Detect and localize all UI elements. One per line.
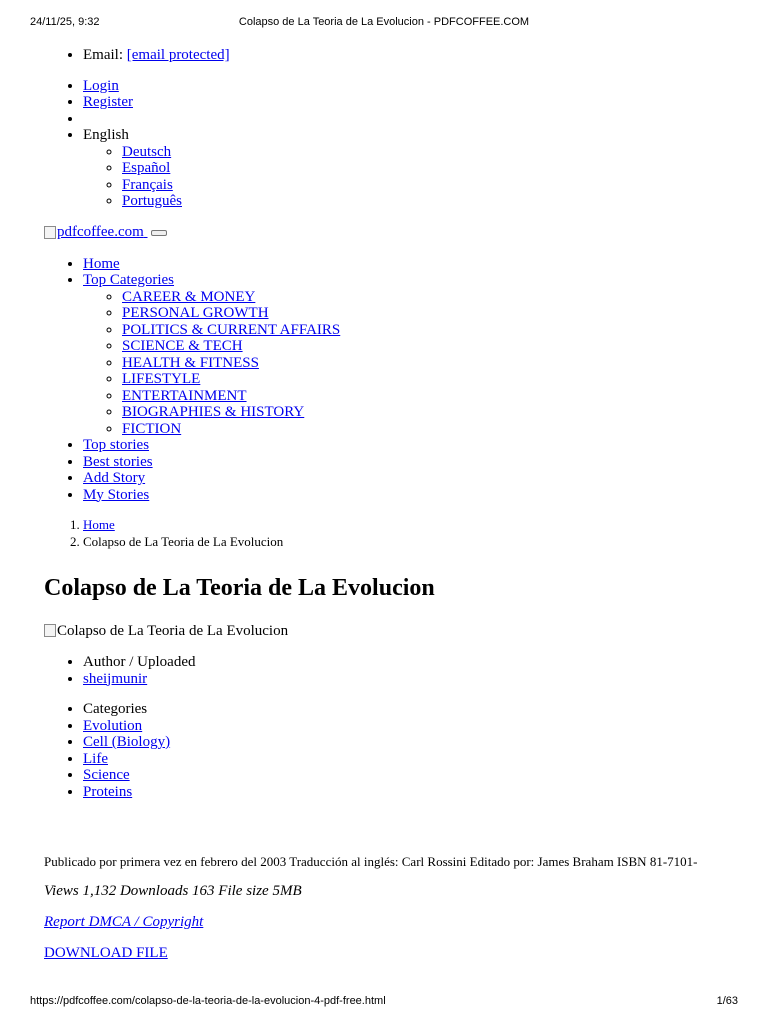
print-header <box>0 16 768 30</box>
account-menu <box>44 78 734 210</box>
category-submenu <box>83 289 734 438</box>
language-option-deutsch[interactable]: Deutsch <box>122 143 172 160</box>
language-options <box>83 144 734 210</box>
nav-add-story-link[interactable]: Add Story <box>83 470 146 486</box>
download-line <box>44 944 734 962</box>
broken-image-icon <box>44 624 56 637</box>
language-menu[interactable] <box>83 127 734 210</box>
category-politics[interactable]: POLITICS & CURRENT AFFAIRS <box>122 321 341 338</box>
contact-list <box>44 47 734 64</box>
doc-category-item <box>83 751 734 768</box>
account-item-login <box>83 78 734 95</box>
current-language[interactable]: English <box>83 127 129 143</box>
print-datetime: 24/11/25, 9:32 <box>30 16 100 28</box>
language-option <box>122 160 734 177</box>
login-link[interactable]: Login <box>83 77 119 94</box>
language-option-portugues[interactable]: Português <box>122 193 182 209</box>
nav-item-add-story <box>83 470 734 487</box>
nav-top-stories-link[interactable]: Top stories <box>83 437 150 453</box>
print-page-title: Colapso de La Teoria de La Evolucion - PDFCOFFEE.COM <box>238 16 530 28</box>
category-entertainment[interactable]: ENTERTAINMENT <box>122 387 247 404</box>
author-label-item <box>83 654 734 671</box>
category-item <box>122 404 734 421</box>
doc-category-item <box>83 718 734 735</box>
print-footer <box>0 995 768 1009</box>
category-item <box>122 421 734 438</box>
nav-best-stories-link[interactable]: Best stories <box>83 453 153 470</box>
category-personal-growth[interactable]: PERSONAL GROWTH <box>122 305 269 321</box>
download-file-link[interactable]: DOWNLOAD FILE <box>44 945 168 961</box>
page-title: Colapso de La Teoria de La Evolucion <box>44 575 435 601</box>
language-option <box>122 193 734 210</box>
author-list <box>44 654 734 687</box>
site-logo-link[interactable] <box>44 224 148 241</box>
author-label: Author / Uploaded <box>83 654 196 670</box>
category-item <box>122 355 734 372</box>
breadcrumb-home-link[interactable]: Home <box>83 517 115 532</box>
category-item <box>122 388 734 405</box>
category-career-money[interactable]: CAREER & MONEY <box>122 288 256 305</box>
doc-category-link[interactable]: Proteins <box>83 783 133 800</box>
main-nav <box>44 256 734 504</box>
category-science-tech[interactable]: SCIENCE & TECH <box>122 338 243 354</box>
category-fiction[interactable]: FICTION <box>122 420 182 437</box>
author-link[interactable]: sheijmunir <box>83 670 148 687</box>
account-item-empty <box>83 111 734 128</box>
breadcrumb <box>44 517 734 550</box>
nav-home-link[interactable]: Home <box>83 255 120 272</box>
doc-category-link[interactable]: Science <box>83 767 130 783</box>
contact-email-item <box>83 47 734 64</box>
breadcrumb-item-home <box>83 517 734 534</box>
nav-top-categories-link[interactable]: Top Categories <box>83 272 175 288</box>
category-item <box>122 338 734 355</box>
doc-category-item <box>83 784 734 801</box>
cover-alt-text: Colapso de La Teoria de La Evolucion <box>57 623 289 639</box>
nav-item-top-stories <box>83 437 734 454</box>
breadcrumb-current: Colapso de La Teoria de La Evolucion <box>83 533 284 549</box>
doc-category-link[interactable]: Life <box>83 750 108 767</box>
doc-category-item <box>83 734 734 751</box>
navbar-toggle-button[interactable] <box>151 230 167 236</box>
category-item <box>122 289 734 306</box>
nav-item-home <box>83 256 734 273</box>
account-item-register <box>83 94 734 111</box>
language-option <box>122 144 734 161</box>
category-item <box>122 322 734 339</box>
nav-item-best-stories <box>83 454 734 471</box>
category-lifestyle[interactable]: LIFESTYLE <box>122 371 201 387</box>
nav-item-my-stories <box>83 487 734 504</box>
breadcrumb-item-current <box>83 534 734 551</box>
broken-image-icon <box>44 226 56 239</box>
document-cover-image <box>44 622 734 640</box>
email-link[interactable]: [email protected] <box>126 47 230 63</box>
register-link[interactable]: Register <box>83 94 133 110</box>
nav-item-top-categories <box>83 272 734 437</box>
document-description: Publicado por primera vez en febrero del 2003 Traducción al inglés: Carl Rossini Editado por: James Braham ISBN 81-7101- <box>44 854 698 869</box>
print-page-counter: 1/63 <box>716 995 738 1007</box>
logo-alt-text: pdfcoffee.com <box>57 224 144 240</box>
language-option-francais[interactable]: Français <box>122 176 173 193</box>
nav-my-stories-link[interactable]: My Stories <box>83 486 150 503</box>
categories-label-item <box>83 701 734 718</box>
category-item <box>122 371 734 388</box>
category-biographies-history[interactable]: BIOGRAPHIES & HISTORY <box>122 404 305 420</box>
logo-row <box>44 224 734 242</box>
language-option <box>122 177 734 194</box>
report-dmca-link[interactable]: Report DMCA / Copyright <box>44 914 204 930</box>
language-option-espanol[interactable]: Español <box>122 160 171 176</box>
category-health-fitness[interactable]: HEALTH & FITNESS <box>122 354 259 371</box>
document-stats: Views 1,132 Downloads 163 File size 5MB <box>44 883 302 899</box>
email-label: Email: <box>83 47 123 63</box>
doc-category-link[interactable]: Evolution <box>83 717 143 734</box>
categories-label: Categories <box>83 701 148 717</box>
page-content <box>44 47 734 962</box>
author-item <box>83 671 734 688</box>
report-dmca-line <box>44 913 734 931</box>
doc-category-item <box>83 767 734 784</box>
print-url: https://pdfcoffee.com/colapso-de-la-teoria-de-la-evolucion-4-pdf-free.html <box>30 995 386 1007</box>
document-categories <box>44 701 734 800</box>
doc-category-link[interactable]: Cell (Biology) <box>83 734 171 750</box>
category-item <box>122 305 734 322</box>
